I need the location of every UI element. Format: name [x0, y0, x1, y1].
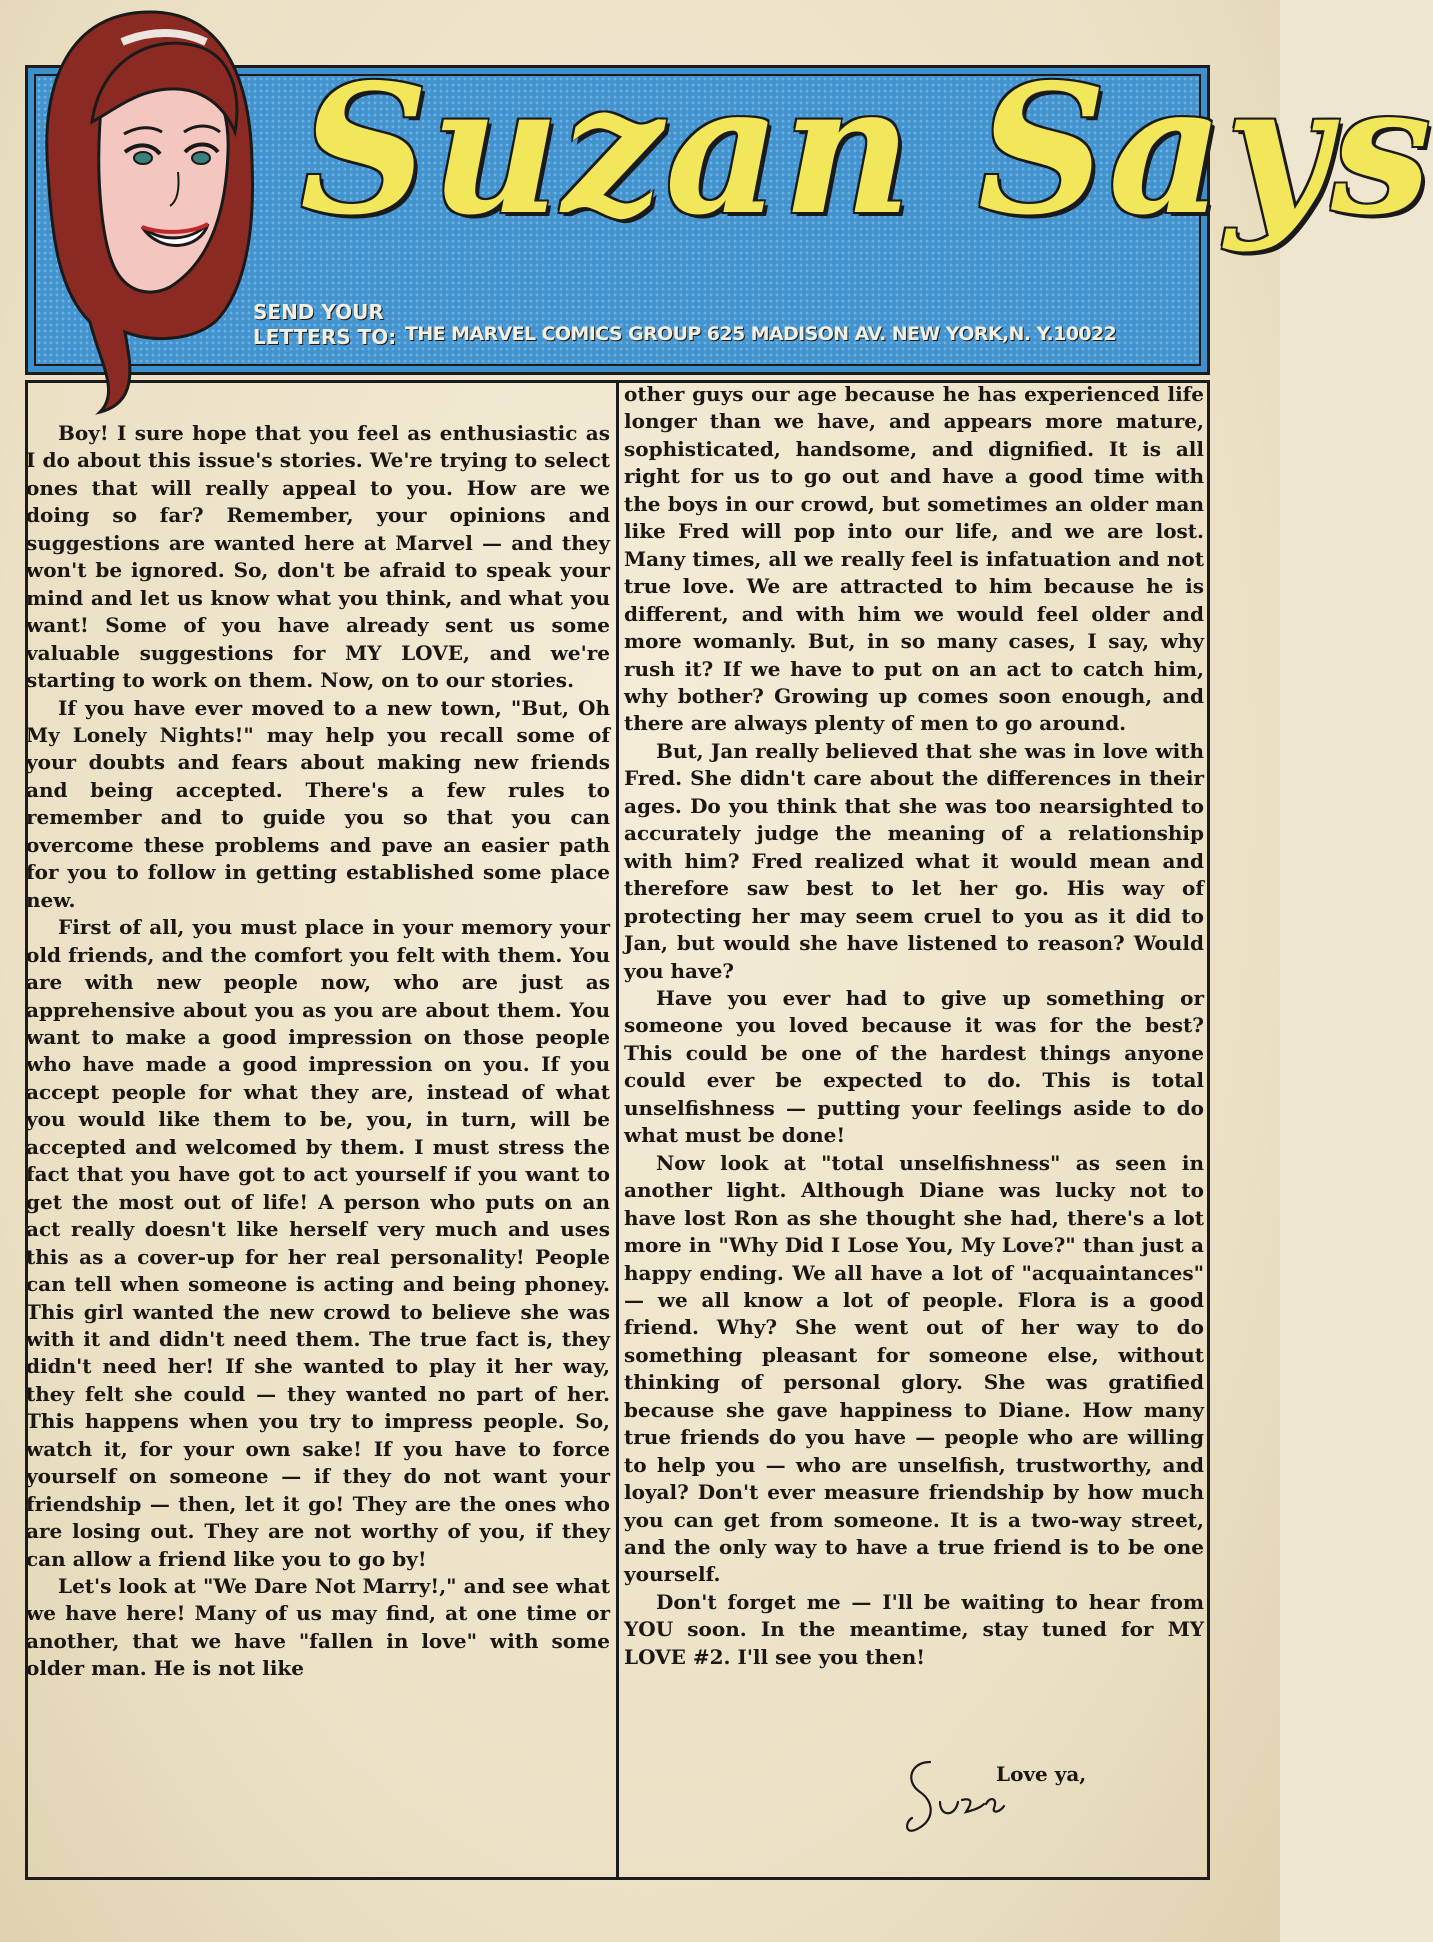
paragraph: other guys our age because he has experienced life longer than we have, and appears more mature, sophisticated, handsome, and dignified. It is all right for us to go out and have a good time with the boys in our crowd, but sometimes an older man like Fred will pop into our life, and we are lost. Many times, all we really feel is infatuation and not true love. We are attracted to him because he is different, and with him we would feel older and more womanly. But, in so many cases, I say, why rush it? If we have to put on an act to catch him, why bother? Growing up comes soon enough, and there are always plenty of men to go around. — [624, 382, 1204, 736]
paragraph: Now look at "total unselfishness" as seen in another light. Although Diane was lucky not to have lost Ron as she thought she had, there's a lot more in "Why Did I Lose You, My Love?" than just a happy ending. We all have a lot of "acquaintances" — we all know a lot of people. Flora is a good friend. Why? She went out of her way to do something pleasant for someone else, without thinking of personal glory. She was gratified because she gave happiness to Diane. How many true friends do you have — people who are willing to help you — who are unselfish, trustworthy, and loyal? Don't ever measure friendship by how much you can get from someone. It is a two-way street, and the only way to have a true friend is to be one yourself. — [624, 1150, 1204, 1587]
send-letters-label: SEND YOUR LETTERS TO: — [253, 300, 397, 349]
paragraph: But, Jan really believed that she was in love with Fred. She didn't care about the differences in their ages. Do you think that she was too nearsighted to accurately judge the meaning of a relationship with him? Fred realized what it would mean and therefore saw best to let her go. His way of protecting her may seem cruel to you as it did to Jan, but would she have listened to reason? Would you have? — [624, 738, 1204, 983]
paragraph: If you have ever moved to a new town, "But, Oh My Lonely Nights!" may help you recall some of your doubts and fears about making new friends and being accepted. There's a few rules to remember and to guide you so that you can overcome these problems and pave an easier path for you to follow in getting established some place new. — [26, 695, 610, 912]
paragraph: Let's look at "We Dare Not Marry!," and see what we have here! Many of us may find, at one time or another, that we have "fallen in love" with some older man. He is not like — [26, 1574, 610, 1681]
paragraph: First of all, you must place in your memory your old friends, and the comfort you felt with them. You are with new people now, who are just as apprehensive about you as you are about them. You want to make a good impression on those people who have made a good impression on you. If you accept people for what they are, instead of what you would like them to be, you, in turn, will be accepted and welcomed by them. I must stress the fact that you have got to act yourself if you want to get the most out of life! A person who puts on an act really doesn't like herself very much and uses this as a cover-up for her real personality! People can tell when someone is acting and being phoney. This girl wanted the new crowd to believe she was with it and didn't need them. The true fact is, they didn't need her! If she wanted to play it her way, they felt she could — they wanted no part of her. This happens when you try to impress people. So, watch it, for your own sake! If you have to force yourself on someone — if they do not want your friendship — then, let it go! They are the ones who are losing out. They are not worthy of you, if they can allow a friend like you to go by! — [26, 915, 610, 1571]
column-title: Suzan Says — [300, 45, 1433, 254]
woman-portrait-icon — [30, 2, 270, 422]
right-column — [624, 381, 1204, 1671]
signature-icon — [900, 1752, 1010, 1842]
paragraph: Don't forget me — I'll be waiting to hear from YOU soon. In the meantime, stay tuned for MY LOVE #2. I'll see you then! — [624, 1589, 1204, 1669]
paragraph: Boy! I sure hope that you feel as enthusiastic as I do about this issue's stories. We're trying to select ones that will really appeal to you. How are we doing so far? Remember, your opinions and suggestions are wanted here at Marvel — and they won't be ignored. So, don't be afraid to speak your mind and let us know what you think, and what you want! Some of you have already sent us some valuable suggestions for MY LOVE, and we're starting to work on them. Now, on to our stories. — [26, 421, 610, 693]
left-column — [26, 420, 610, 1683]
paragraph: Have you ever had to give up something or someone you loved because it was for the best? This could be one of the hardest things anyone could ever be expected to do. This is total unselfishness — putting your feelings aside to do what must be done! — [624, 985, 1204, 1148]
closing-line: Love ya, — [996, 1762, 1087, 1786]
mailing-address: THE MARVEL COMICS GROUP 625 MADISON AV. NEW YORK,N. Y.10022 — [405, 323, 1117, 345]
column-divider — [616, 380, 619, 1880]
